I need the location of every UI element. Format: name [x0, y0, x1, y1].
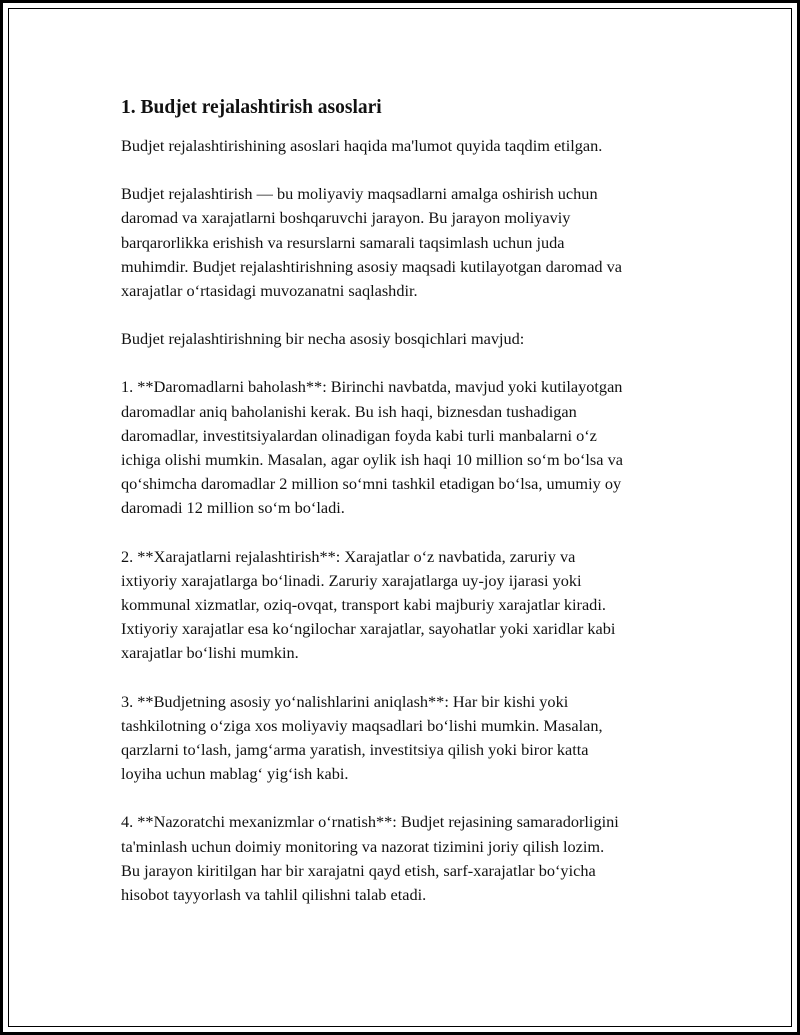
document-body: [121, 95, 693, 931]
section-heading: 1. Budjet rejalashtirish asoslari: [121, 97, 382, 118]
intro-paragraph: Budjet rejalashtirishining asoslari haqida ma'lumot quyida taqdim etilgan.: [121, 136, 603, 155]
stage-3-paragraph: 3. **Budjetning asosiy yo‘nalishlarini aniqlash**: Har bir kishi yoki tashkilotning o‘ziga xos moliyaviy maqsadlari bo‘lishi mumkin. Masalan, qarzlarni to‘lash, jamg‘arma yaratish, investitsiya qilish yoki biror katta loyiha uchun mablag‘ yig‘ish kabi.: [121, 691, 603, 784]
stage-1-paragraph: 1. **Daromadlarni baholash**: Birinchi navbatda, mavjud yoki kutilayotgan daromadlar aniq baholanishi kerak. Bu ish haqi, biznesdan tushadigan daromadlar, investitsiyalardan olinadigan foyda kabi turli manbalarni o‘z ichiga olishi mumkin. Masalan, agar oylik ish haqi 10 million so‘m bo‘lsa va qo‘shimcha daromadlar 2 million so‘mni tashkil etadigan bo‘lsa, umumiy oy daromadi 12 million so‘m bo‘ladi.: [121, 377, 623, 518]
definition-paragraph: Budjet rejalashtirish — bu moliyaviy maqsadlarni amalga oshirish uchun daromad va xarajatlarni boshqaruvchi jarayon. Bu jarayon moliyaviy barqarorlikka erishish va resurslarni samarali taqsimlash uchun juda muhimdir. Budjet rejalashtirishning asosiy maqsadi kutilayotgan daromad va xarajatlar o‘rtasidagi muvozanatni saqlashdir.: [121, 184, 623, 301]
stage-4-paragraph: 4. **Nazoratchi mexanizmlar o‘rnatish**: Budjet rejasining samaradorligini ta'minlash uchun doimiy monitoring va nazorat tizimini joriy qilish lozim. Bu jarayon kiritilgan har bir xarajatni qayd etish, sarf-xarajatlar bo‘yicha hisobot tayyorlash va tahlil qilishni talab etadi.: [121, 812, 619, 905]
stage-2-paragraph: 2. **Xarajatlarni rejalashtirish**: Xarajatlar o‘z navbatida, zaruriy va ixtiyoriy xarajatlarga bo‘linadi. Zaruriy xarajatlarga uy-joy ijarasi yoki kommunal xizmatlar, oziq-ovqat, transport kabi majburiy xarajatlar kiradi. Ixtiyoriy xarajatlar esa ko‘ngilochar xarajatlar, sayohatlar yoki xaridlar kabi xarajatlar bo‘lishi mumkin.: [121, 546, 616, 663]
stages-intro-paragraph: Budjet rejalashtirishning bir necha asosiy bosqichlari mavjud:: [121, 329, 525, 349]
